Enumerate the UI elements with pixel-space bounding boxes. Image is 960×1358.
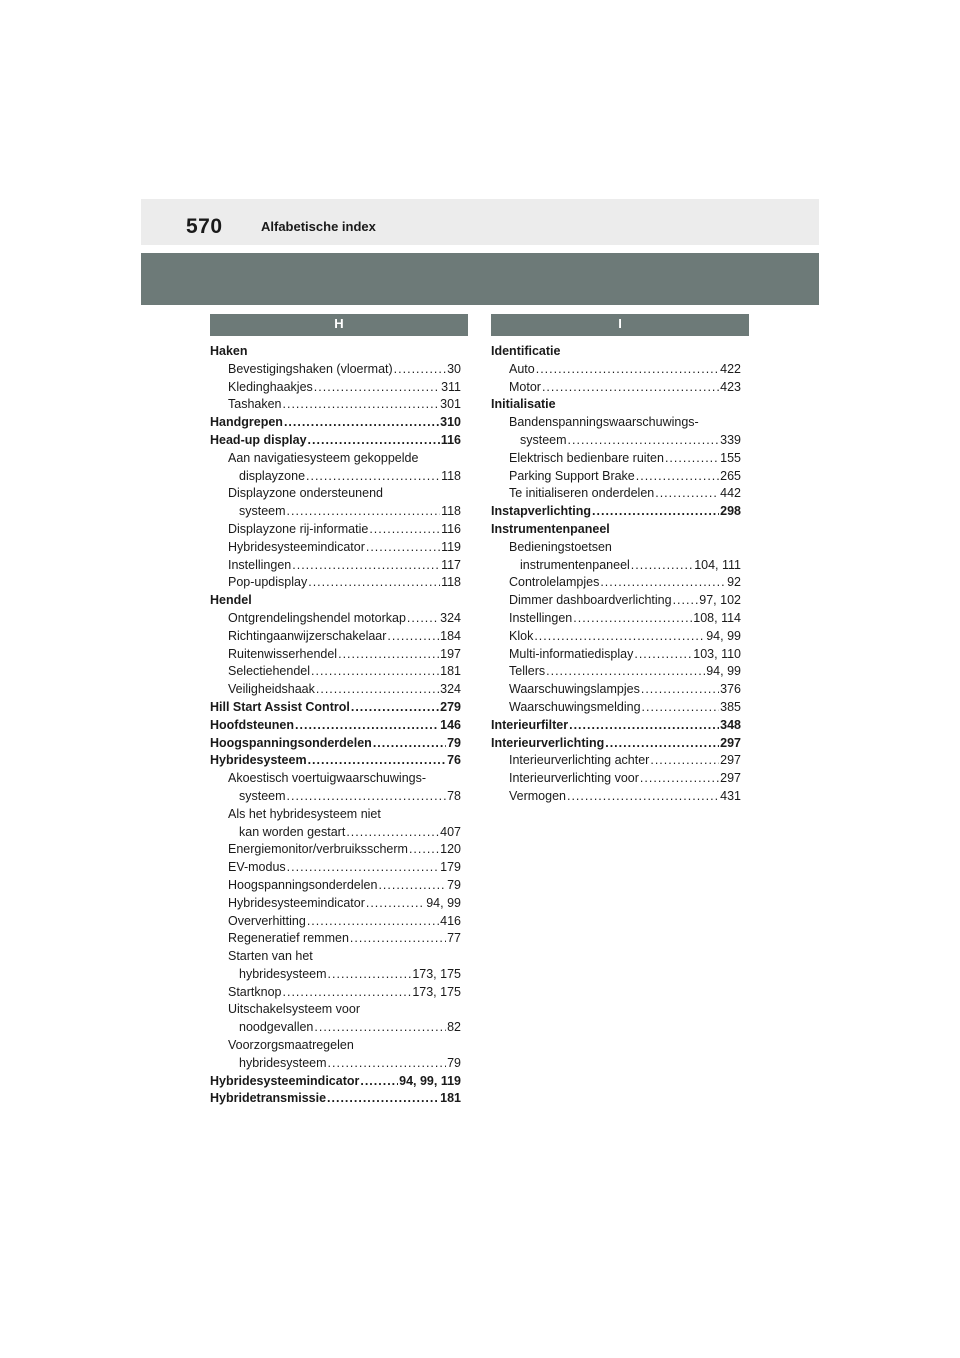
dot-leader bbox=[328, 966, 412, 984]
index-entry-term: Bandenspanningswaarschuwings- bbox=[509, 415, 699, 430]
index-entry-term: Tellers bbox=[509, 664, 546, 679]
index-entry bbox=[491, 646, 749, 664]
dot-leader bbox=[283, 396, 440, 414]
index-entry-term: Als het hybridesysteem niet bbox=[228, 806, 381, 821]
index-entry-page: 120 bbox=[440, 842, 461, 857]
index-entry bbox=[210, 717, 468, 735]
index-entry bbox=[210, 574, 468, 592]
index-entry-page: 94, 99 bbox=[706, 664, 741, 679]
dot-leader bbox=[640, 770, 719, 788]
index-column-h bbox=[210, 314, 468, 1108]
column-letter-heading: H bbox=[210, 314, 468, 336]
dot-leader bbox=[284, 414, 439, 432]
index-entry bbox=[491, 485, 749, 503]
index-entry-term: Hill Start Assist Control bbox=[210, 699, 350, 714]
index-entry-term: Pop-updisplay bbox=[228, 575, 308, 590]
index-entry bbox=[210, 895, 468, 913]
index-entry-term: Elektrisch bedienbare ruiten bbox=[509, 450, 664, 465]
index-entry-page: 173, 175 bbox=[412, 966, 461, 981]
index-entry-page: 376 bbox=[720, 682, 741, 697]
index-entry-term: kan worden gestart bbox=[239, 824, 346, 839]
dot-leader bbox=[308, 574, 440, 592]
index-entry-term: Interieurverlichting voor bbox=[509, 771, 639, 786]
dot-leader bbox=[287, 788, 447, 806]
dot-leader bbox=[292, 557, 440, 575]
index-entry-page: 310 bbox=[440, 415, 461, 430]
index-entry bbox=[210, 379, 468, 397]
dot-leader bbox=[351, 699, 439, 717]
dot-leader bbox=[592, 503, 719, 521]
index-entry bbox=[491, 468, 749, 486]
index-entries bbox=[210, 343, 468, 1108]
dot-leader bbox=[534, 628, 705, 646]
index-entry bbox=[210, 485, 468, 503]
index-entry-term: Handgrepen bbox=[210, 415, 283, 430]
dot-leader bbox=[641, 681, 719, 699]
index-entry bbox=[210, 752, 468, 770]
index-entry-page: 119 bbox=[441, 539, 461, 554]
index-entry bbox=[491, 361, 749, 379]
index-entry-page: 118 bbox=[441, 575, 461, 590]
index-entry bbox=[491, 628, 749, 646]
index-entry bbox=[491, 681, 749, 699]
index-entry-term: Bedieningstoetsen bbox=[509, 539, 612, 554]
index-entry-term: Hendel bbox=[210, 593, 252, 608]
dot-leader bbox=[346, 824, 439, 842]
index-entry-page: 179 bbox=[440, 860, 461, 875]
index-entry-term: Displayzone ondersteunend bbox=[228, 486, 383, 501]
index-entries bbox=[491, 343, 749, 806]
index-entry-term: Uitschakelsysteem voor bbox=[228, 1002, 360, 1017]
index-entry-page: 82 bbox=[447, 1020, 461, 1035]
dot-leader bbox=[308, 752, 447, 770]
page-number: 570 bbox=[186, 215, 223, 238]
index-entry-page: 146 bbox=[440, 717, 461, 732]
index-entry-page: 92 bbox=[727, 575, 741, 590]
index-entry bbox=[210, 396, 468, 414]
index-entry bbox=[491, 770, 749, 788]
index-column-i bbox=[491, 314, 749, 806]
index-entry-term: Regeneratief remmen bbox=[228, 931, 349, 946]
index-entry bbox=[210, 610, 468, 628]
dot-leader bbox=[314, 1019, 446, 1037]
dot-leader bbox=[542, 379, 719, 397]
dot-leader bbox=[569, 717, 719, 735]
index-entry bbox=[210, 592, 468, 610]
dot-leader bbox=[642, 699, 720, 717]
index-entry bbox=[491, 788, 749, 806]
index-entry-term: Interieurverlichting bbox=[491, 735, 605, 750]
index-entry-page: 298 bbox=[720, 504, 741, 519]
index-entry-term: Hoofdsteunen bbox=[210, 717, 295, 732]
index-entry bbox=[491, 574, 749, 592]
dot-leader bbox=[314, 379, 440, 397]
index-entry-page: 155 bbox=[720, 450, 741, 465]
index-entry bbox=[210, 735, 468, 753]
dot-leader bbox=[350, 930, 446, 948]
index-entry bbox=[210, 521, 468, 539]
dot-leader bbox=[673, 592, 699, 610]
index-entry-page: 30 bbox=[447, 361, 461, 376]
index-entry bbox=[210, 628, 468, 646]
dot-leader bbox=[287, 503, 441, 521]
index-entry-page: 94, 99 bbox=[706, 628, 741, 643]
index-entry-term: Energiemonitor/verbruiksscherm bbox=[228, 842, 408, 857]
index-entry-page: 118 bbox=[441, 468, 461, 483]
header-band bbox=[141, 253, 819, 305]
index-entry bbox=[491, 396, 749, 414]
index-entry-page: 79 bbox=[447, 1055, 461, 1070]
index-entry bbox=[491, 557, 749, 575]
dot-leader bbox=[373, 735, 446, 753]
section-title: Alfabetische index bbox=[261, 219, 376, 234]
dot-leader bbox=[536, 361, 719, 379]
index-entry bbox=[210, 539, 468, 557]
index-entry bbox=[210, 1019, 468, 1037]
dot-leader bbox=[407, 610, 439, 628]
index-entry bbox=[210, 770, 468, 788]
index-entry bbox=[491, 503, 749, 521]
index-entry-term: Ontgrendelingshendel motorkap bbox=[228, 610, 406, 625]
dot-leader bbox=[369, 521, 440, 539]
index-entry bbox=[491, 414, 749, 432]
index-entry-page: 324 bbox=[440, 610, 461, 625]
dot-leader bbox=[573, 610, 692, 628]
index-entry-term: Hybridetransmissie bbox=[210, 1091, 327, 1106]
index-entry-page: 442 bbox=[720, 486, 741, 501]
index-entry-term: Oververhitting bbox=[228, 913, 306, 928]
index-entry-page: 184 bbox=[440, 628, 461, 643]
index-entry-term: Hybridesysteemindicator bbox=[210, 1073, 360, 1088]
index-entry-term: Selectiehendel bbox=[228, 664, 311, 679]
index-entry-page: 297 bbox=[720, 771, 741, 786]
dot-leader bbox=[567, 788, 719, 806]
index-entry bbox=[491, 717, 749, 735]
index-entry bbox=[210, 468, 468, 486]
dot-leader bbox=[366, 539, 440, 557]
index-entry-term: Waarschuwingsmelding bbox=[509, 699, 641, 714]
index-entry-term: Multi-informatiedisplay bbox=[509, 646, 634, 661]
index-entry-term: Instrumentenpaneel bbox=[491, 521, 610, 536]
index-entry-term: Hoogspanningsonderdelen bbox=[228, 877, 378, 892]
index-entry-term: EV-modus bbox=[228, 860, 286, 875]
index-entry bbox=[210, 663, 468, 681]
index-entry-page: 348 bbox=[720, 717, 741, 732]
index-entry-term: Head-up display bbox=[210, 432, 307, 447]
dot-leader bbox=[308, 432, 440, 450]
index-entry-page: 339 bbox=[720, 432, 741, 447]
index-entry bbox=[210, 788, 468, 806]
index-entry bbox=[210, 343, 468, 361]
dot-leader bbox=[546, 663, 705, 681]
index-entry-page: 385 bbox=[720, 699, 741, 714]
index-entry bbox=[210, 646, 468, 664]
index-entry-page: 279 bbox=[440, 699, 461, 714]
dot-leader bbox=[605, 735, 719, 753]
index-entry bbox=[491, 521, 749, 539]
index-entry-term: Hybridesysteemindicator bbox=[228, 539, 365, 554]
index-entry-page: 103, 110 bbox=[693, 646, 741, 661]
index-entry-term: Hybridesysteem bbox=[210, 753, 307, 768]
index-entry-term: systeem bbox=[239, 788, 286, 803]
index-entry-page: 301 bbox=[440, 397, 461, 412]
index-entry bbox=[491, 699, 749, 717]
index-entry-page: 77 bbox=[447, 931, 461, 946]
index-entry-page: 311 bbox=[441, 379, 461, 394]
index-entry-page: 423 bbox=[720, 379, 741, 394]
index-entry-term: Parking Support Brake bbox=[509, 468, 635, 483]
index-entry-term: Hoogspanningsonderdelen bbox=[210, 735, 372, 750]
index-entry bbox=[210, 806, 468, 824]
index-entry bbox=[491, 752, 749, 770]
dot-leader bbox=[634, 646, 692, 664]
index-entry-term: Kledinghaakjes bbox=[228, 379, 313, 394]
dot-leader bbox=[328, 1055, 447, 1073]
dot-leader bbox=[366, 895, 425, 913]
index-entry bbox=[210, 1001, 468, 1019]
index-entry-term: Klok bbox=[509, 628, 534, 643]
index-entry bbox=[210, 930, 468, 948]
index-entry-term: Interieurfilter bbox=[491, 717, 569, 732]
index-entry-term: systeem bbox=[239, 504, 286, 519]
dot-leader bbox=[650, 752, 719, 770]
index-entry bbox=[210, 361, 468, 379]
index-entry-page: 78 bbox=[447, 788, 461, 803]
index-entry-term: Bevestigingshaken (vloermat) bbox=[228, 361, 393, 376]
index-entry-term: noodgevallen bbox=[239, 1020, 314, 1035]
index-entry bbox=[210, 966, 468, 984]
index-entry-page: 407 bbox=[440, 824, 461, 839]
index-entry-term: Starten van het bbox=[228, 949, 313, 964]
index-entry bbox=[210, 1090, 468, 1108]
dot-leader bbox=[409, 841, 439, 859]
index-entry-page: 324 bbox=[440, 682, 461, 697]
index-entry bbox=[491, 663, 749, 681]
index-entry-term: Controlelampjes bbox=[509, 575, 600, 590]
index-entry bbox=[210, 414, 468, 432]
index-entry-page: 118 bbox=[441, 504, 461, 519]
index-entry-term: Veiligheidshaak bbox=[228, 682, 315, 697]
index-entry bbox=[491, 539, 749, 557]
index-entry-term: hybridesysteem bbox=[239, 966, 327, 981]
index-entry-term: Haken bbox=[210, 344, 248, 358]
index-entry-term: Vermogen bbox=[509, 788, 566, 803]
page-header bbox=[141, 199, 819, 245]
index-entry bbox=[210, 1055, 468, 1073]
dot-leader bbox=[600, 574, 726, 592]
index-entry-page: 431 bbox=[720, 788, 741, 803]
index-entry-page: 76 bbox=[447, 753, 461, 768]
index-entry bbox=[210, 450, 468, 468]
dot-leader bbox=[387, 628, 439, 646]
index-entry bbox=[210, 432, 468, 450]
index-entry-term: Ruitenwisserhendel bbox=[228, 646, 338, 661]
dot-leader bbox=[568, 432, 720, 450]
index-entry-term: Richtingaanwijzerschakelaar bbox=[228, 628, 387, 643]
index-entry bbox=[491, 432, 749, 450]
dot-leader bbox=[287, 859, 439, 877]
index-entry-page: 94, 99, 119 bbox=[399, 1073, 461, 1088]
index-entry-term: systeem bbox=[520, 432, 567, 447]
index-entry-term: Displayzone rij-informatie bbox=[228, 521, 369, 536]
dot-leader bbox=[307, 913, 439, 931]
index-entry bbox=[210, 948, 468, 966]
dot-leader bbox=[636, 468, 719, 486]
index-entry-term: instrumentenpaneel bbox=[520, 557, 630, 572]
index-entry bbox=[210, 1073, 468, 1091]
index-entry-term: Motor bbox=[509, 379, 541, 394]
index-entry-page: 173, 175 bbox=[412, 984, 461, 999]
index-entry bbox=[491, 343, 749, 361]
dot-leader bbox=[327, 1090, 439, 1108]
index-entry-page: 181 bbox=[440, 664, 461, 679]
index-entry bbox=[210, 841, 468, 859]
index-entry bbox=[210, 859, 468, 877]
index-entry-term: Instellingen bbox=[509, 610, 573, 625]
index-entry bbox=[491, 610, 749, 628]
index-entry-term: Instapverlichting bbox=[491, 504, 592, 519]
index-entry-term: Aan navigatiesysteem gekoppelde bbox=[228, 450, 419, 465]
index-entry-term: Akoestisch voertuigwaarschuwings- bbox=[228, 771, 427, 786]
index-entry-term: Te initialiseren onderdelen bbox=[509, 486, 655, 501]
dot-leader bbox=[655, 485, 719, 503]
index-entry bbox=[210, 699, 468, 717]
index-entry-page: 197 bbox=[440, 646, 461, 661]
index-entry-term: Identificatie bbox=[491, 344, 561, 358]
index-entry-term: Startknop bbox=[228, 984, 282, 999]
index-entry-term: Waarschuwingslampjes bbox=[509, 682, 640, 697]
dot-leader bbox=[378, 877, 446, 895]
index-entry-term: Instellingen bbox=[228, 557, 292, 572]
index-entry-page: 416 bbox=[440, 913, 461, 928]
index-entry-term: Auto bbox=[509, 361, 535, 376]
index-entry bbox=[491, 735, 749, 753]
dot-leader bbox=[394, 361, 446, 379]
dot-leader bbox=[316, 681, 439, 699]
dot-leader bbox=[338, 646, 439, 664]
index-entry-page: 422 bbox=[720, 361, 741, 376]
index-entry-term: displayzone bbox=[239, 468, 306, 483]
index-entry-page: 297 bbox=[720, 735, 741, 750]
index-entry bbox=[491, 450, 749, 468]
index-entry bbox=[210, 824, 468, 842]
index-entry bbox=[210, 1037, 468, 1055]
column-letter-heading: I bbox=[491, 314, 749, 336]
index-entry-term: Initialisatie bbox=[491, 397, 556, 412]
dot-leader bbox=[665, 450, 719, 468]
index-entry-page: 117 bbox=[441, 557, 461, 572]
index-entry-page: 104, 111 bbox=[694, 557, 741, 572]
index-entry-page: 79 bbox=[447, 735, 461, 750]
index-entry bbox=[491, 379, 749, 397]
dot-leader bbox=[283, 984, 412, 1002]
index-entry-page: 97, 102 bbox=[699, 593, 741, 608]
index-entry bbox=[210, 503, 468, 521]
index-entry-page: 297 bbox=[720, 753, 741, 768]
index-entry-page: 265 bbox=[720, 468, 741, 483]
index-entry-term: hybridesysteem bbox=[239, 1055, 327, 1070]
index-entry-term: Hybridesysteemindicator bbox=[228, 895, 365, 910]
index-entry-term: Dimmer dashboardverlichting bbox=[509, 593, 672, 608]
index-entry-page: 116 bbox=[441, 521, 461, 536]
dot-leader bbox=[360, 1073, 398, 1091]
dot-leader bbox=[306, 468, 440, 486]
index-entry bbox=[210, 913, 468, 931]
index-entry-page: 108, 114 bbox=[693, 610, 741, 625]
index-entry-term: Tashaken bbox=[228, 397, 282, 412]
index-entry bbox=[210, 877, 468, 895]
dot-leader bbox=[631, 557, 693, 575]
index-entry-page: 116 bbox=[440, 432, 461, 447]
index-entry-page: 79 bbox=[447, 877, 461, 892]
index-entry bbox=[491, 592, 749, 610]
index-entry bbox=[210, 984, 468, 1002]
index-entry-term: Interieurverlichting achter bbox=[509, 753, 650, 768]
index-entry-page: 94, 99 bbox=[426, 895, 461, 910]
index-entry-page: 181 bbox=[440, 1091, 461, 1106]
dot-leader bbox=[311, 663, 439, 681]
index-entry bbox=[210, 557, 468, 575]
dot-leader bbox=[295, 717, 439, 735]
index-entry-term: Voorzorgsmaatregelen bbox=[228, 1038, 354, 1053]
index-entry bbox=[210, 681, 468, 699]
